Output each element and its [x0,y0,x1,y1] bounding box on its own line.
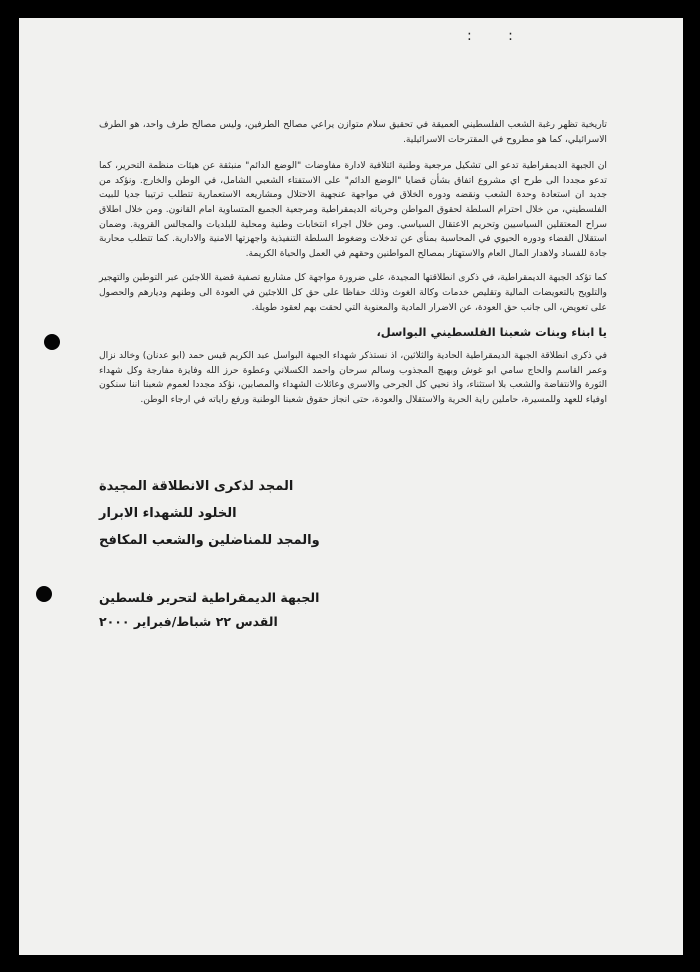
signature-block [99,586,339,634]
paragraph-1: تاريخية تظهر رغبة الشعب الفلسطيني العميقة في تحقيق سلام متوازن يراعي مصالح الطرفين، وليس مصالح طرف واحد، هو الطرف الاسرائيلي، كما هو مطروح في المقترحات الاسرائيلية. [99,119,607,145]
paragraph-4: في ذكرى انطلاقة الجبهة الديمقراطية الحادية والثلاثين، اذ نستذكر شهداء الجبهة البواسل عبد الكريم قيس حمد (ابو عدنان) وخالد نزال وعمر القاسم والحاج سامي ابو غوش وبهيج المجذوب وسالم سرحان واحمد الكسلاني وعطوة حرز الله وفايزة مفارجة وكل شهداء الثورة والانتفاضة والشعب بلا استثناء، واذ نحيي كل الجرحى والاسرى وعائلات الشهداء والمصابين، نؤكد مجددا لعموم شعبنا اننا سنكون اوفياء للعهد وللمسيرة، حاملين راية الحرية والاستقلال والعودة، حتى انجاز حقوق شعبنا الوطنية ورفع راياته في ارجاء الوطن. [99,350,607,405]
closing-line-3: والمجد للمناضلين والشعب المكافح [99,533,320,548]
body-text [99,118,607,418]
document-page [19,18,683,955]
closing-line-1: المجد لذكرى الانطلاقة المجيدة [99,479,294,494]
address-heading: يا ابناء وبنات شعبنا الفلسطيني البواسل، [376,325,607,340]
signature-place-date: القدس ٢٢ شباط/فبراير ٢٠٠٠ [99,614,278,629]
paragraph-2: ان الجبهة الديمقراطية تدعو الى تشكيل مرجعية وطنية ائتلافية لادارة مفاوضات "الوضع الدائم" منبثقة عن هيئات منظمة التحرير، كما تدعو مجددا الى طرح اي مشروع اتفاق بشأن قضايا "الوضع الدائم" على الاستفتاء الشعبي الشامل، في الوطن والخارج. ونؤكد من جديد ان استعادة وحدة الشعب ونقضه ودوره الخلاق في مواجهة عنجهية الاحتلال ومشاريعه الاستعمارية تتطلب ترتيبا جديا للبيت الفلسطيني، من خلال احترام السلطة لحقوق المواطن وحرياته الديمقراطية ومرجعية الجميع المتساوية امام القانون. ومن خلال اطلاق سراح المعتقلين السياسيين وتحريم الاعتقال السياسي. ومن خلال اجراء انتخابات وطنية ومحلية للبلديات والمجالس القروية. وضمان استقلال القضاء ودوره الحيوي في المحاسبة بمنأى عن تدخلات وضغوط السلطة التنفيذية واجهزتها الامنية والادارية. كما تتطلب محاربة جادة للفساد ولاهدار المال العام والاستهتار بمصالح المواطنين وحقهم في العمل والحياة الكريمة. [99,160,607,259]
punch-hole-bottom [36,586,52,602]
punch-hole-top [44,334,60,350]
signature-organization: الجبهة الديمقراطية لتحرير فلسطين [99,590,320,605]
closing-line-2: الخلود للشهداء الابرار [99,506,237,521]
corner-marks: : : [467,28,529,44]
closing-slogans [99,473,607,554]
paragraph-3: كما تؤكد الجبهة الديمقراطية، في ذكرى انطلاقتها المجيدة، على ضرورة مواجهة كل مشاريع تصفية قضية اللاجئين عبر التوطين والتهجير والتلويح بالتعويضات المالية وتقليص خدمات وكالة الغوث وذلك حفاظا على حق كل اللاجئين في العودة الى وطنهم وديارهم والحصول على تعويض، الى جانب حق العودة، عن الاضرار المادية والمعنوية التي لحقت بهم لعقود طويلة. [99,272,607,313]
